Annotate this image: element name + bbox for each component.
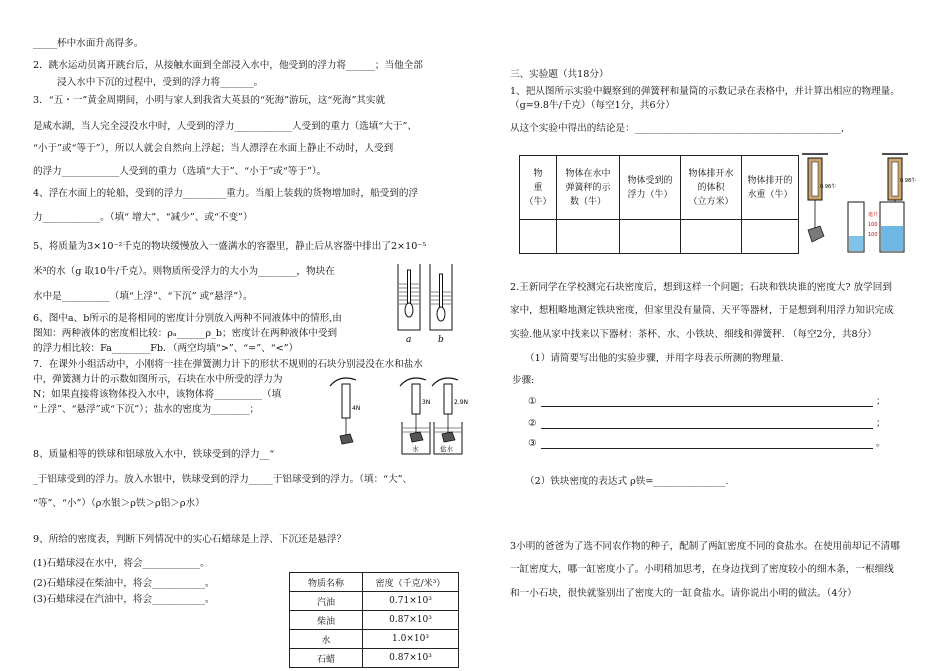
question-5: 5、将质量为3×10⁻²千克的物块缓慢放入一盛满水的容器里，静止后从容器中排出了2×10⁻⁵ xyxy=(33,241,427,252)
table-header: 密度（千克/米³） xyxy=(363,573,459,592)
density-table xyxy=(289,572,459,668)
question-8: 8、质量相等的铁球和铝球放入水中，铁球受到的浮力__“ xyxy=(33,449,275,460)
question-7: 7．在课外小组活动中，小刚将一挂在弹簧测力计下的形状不规则的石块分别浸没在水和盐水 xyxy=(33,359,423,370)
step-3-answer-line[interactable] xyxy=(541,448,873,449)
question-2: 2．跳水运动员离开跳台后，从接触水面到全部浸入水中，他受到的浮力将______；当他全部 xyxy=(33,60,423,71)
reading-4n: 4N xyxy=(352,405,361,412)
table-cell xyxy=(520,220,557,254)
text-line: 家中，想粗略地测定铁块密度，但家里没有量筒、天平等器材，于是想到利用浮力知识完成 xyxy=(510,305,894,316)
spring-scale-figure xyxy=(326,372,476,460)
text-line: 浸入水中下沉的过程中，受到的浮力将_______。 xyxy=(57,77,264,88)
experiment-table xyxy=(519,155,799,254)
question-6: 6、图中a、b所示的是将相同的密度计分别放入两种不同液体中的情形,由 xyxy=(33,313,342,324)
step-3-label: ③ xyxy=(528,438,537,449)
table-cell: 0.71×10³ xyxy=(363,592,459,611)
label-a: a xyxy=(406,335,412,345)
table-header: 物体在水中 弹簧秤的示 数（牛） xyxy=(557,156,620,220)
conclusion-line: 从这个实验中得出的结论是：___________________________________________, xyxy=(510,123,845,134)
text-line: 实验.他从家中找来以下器材：茶杯、水、小铁块、细线和弹簧秤. （每空2分，共8分） xyxy=(510,329,877,340)
step-1-answer-line[interactable] xyxy=(541,406,873,407)
cylinder-mark-2: 100 xyxy=(868,232,878,238)
steps-label: 步骤: xyxy=(512,375,535,386)
text-line: （g=9.8牛/千克）（每空1分，共6分） xyxy=(510,100,675,111)
text-line: 中，弹簧测力计的示数如图所示，石块在水中所受的浮力为 xyxy=(33,374,283,385)
question-4: 4、浮在水面上的轮船，受到的浮力_________重力。当船上装载的货物增加时，船受到的浮 xyxy=(33,188,419,199)
text-line: 是咸水湖，当人完全浸没水中时，人受到的浮力____________人受到的重力（选填“大于”、 xyxy=(33,121,417,132)
cylinder-mark-1: 100 xyxy=(868,222,878,228)
table-header: 物体排开的 水重（牛） xyxy=(742,156,799,220)
question-9: 9、所给的密度表，判断下列情况中的实心石蜡球是上浮、下沉还是悬浮？ xyxy=(33,534,347,545)
text-line: _____杯中水面升高得多。 xyxy=(33,38,144,49)
density-expression: （2）铁块密度的表达式 ρ铁=_______________. xyxy=(525,476,729,487)
text-line: 图知：两种液体的密度相比较：ρₐ______ρ_b；密度计在两种液体中受到 xyxy=(33,328,338,339)
cylinder-unit-label: 毫升 xyxy=(868,212,879,218)
scale-reading-2: 0.98牛 xyxy=(900,178,917,184)
text-line: 和一小石块，很快就鉴别出了密度大的一缸食盐水。请你说出小明的做法。（4分） xyxy=(510,588,857,599)
text-line: (2)石蜡球浸在柴油中，将会___________。 xyxy=(33,578,215,589)
text-line: (3)石蜡球浸在汽油中，将会___________。 xyxy=(33,594,215,605)
section-title: 三、实验题（共18分） xyxy=(510,69,609,80)
text-line: N；如果直接将该物体投入水中，该物体将__________（填 xyxy=(33,389,282,400)
hydrometer-figure xyxy=(392,260,458,344)
table-cell: 水 xyxy=(290,630,363,649)
table-cell: 石蜡 xyxy=(290,649,363,668)
text-line: 一缸密度大，哪一缸密度小了。小明稍加思考，在身边找到了密度较小的细木条，一根细线 xyxy=(510,564,894,575)
step-1-end: ； xyxy=(876,396,886,407)
step-2-end: ； xyxy=(876,418,886,429)
exp-question-3: 3小明的爸爸为了选不同农作物的种子，配制了两缸密度不同的食盐水。在使用前却记不清哪 xyxy=(510,541,900,552)
table-header: 物体受到的 浮力（牛） xyxy=(620,156,681,220)
table-cell: 1.0×10³ xyxy=(363,630,459,649)
table-cell xyxy=(620,220,681,254)
label-b: b xyxy=(438,335,444,345)
experiment-figure xyxy=(800,150,920,260)
beaker-label-saltwater: 盐水 xyxy=(440,445,453,453)
text-line: 力____________。（填“ 增大”、“减少”、或“不变”） xyxy=(33,212,253,223)
text-line: “等”、“小”）（ρ水银＞ρ铁＞ρ铝＞ρ水） xyxy=(33,498,205,509)
table-header: 物体排开水 的体积 （立方米） xyxy=(681,156,742,220)
text-line: 水中是__________（填“上浮”、“下沉” 或“悬浮”）。 xyxy=(33,291,253,302)
beaker-label-water: 水 xyxy=(412,445,419,453)
table-header: 物 重 （牛） xyxy=(520,156,557,220)
table-header: 物质名称 xyxy=(290,573,363,592)
step-2-answer-line[interactable] xyxy=(541,428,873,429)
table-cell: 汽油 xyxy=(290,592,363,611)
text-line: 的浮力相比较：Fa________Fb．（两空均填“>”、“=”、“<”） xyxy=(33,343,299,354)
text-line: (1)石蜡球浸在水中，将会____________。 xyxy=(33,558,210,569)
text-line: “小于”或“等于”），所以人就会自然向上浮起；当人漂浮在水面上静止不动时，人受到 xyxy=(33,143,394,154)
scale-reading-1: 0.96牛 xyxy=(820,184,837,190)
table-cell xyxy=(557,220,620,254)
text-line: 米³的水（g 取10牛/千克）。则物质所受浮力的大小为________，物块在 xyxy=(33,266,335,277)
table-cell: 0.87×10³ xyxy=(363,649,459,668)
exp-question-1: 1、把从图所示实验中観察到的弹簧秤和量筒的示数记录在表格中，并计算出相应的物理量。 xyxy=(510,86,900,97)
table-cell xyxy=(681,220,742,254)
table-cell: 0.87×10³ xyxy=(363,611,459,630)
exp-question-2: 2.王新同学在学校测完石块密度后，想到这样一个问题；石块和铁块谁的密度大? 放学回到 xyxy=(510,282,892,293)
step-1-label: ① xyxy=(528,396,537,407)
reading-3n: 3N xyxy=(422,399,431,406)
text-line: _于铝球受到的浮力。放入水银中，铁球受到的浮力_____于铝球受到的浮力。（填：“大”、 xyxy=(33,474,413,485)
question-3: 3．“五・一”黄金周期间，小明与家人到我省大英县的“死海”游玩，这“死海”其实就 xyxy=(33,95,386,106)
step-2-label: ② xyxy=(528,418,537,429)
step-3-end: 。 xyxy=(876,438,886,449)
text-line: 的浮力____________人受到的重力（选填“大于”、“小于”或“等于”）。 xyxy=(33,166,327,177)
text-line: “上浮”、“悬浮”或“下沉”）；盐水的密度为________； xyxy=(33,404,260,415)
reading-2-9n: 2.9N xyxy=(454,399,469,406)
table-cell: 柴油 xyxy=(290,611,363,630)
text-line: （1）请简要写出他的实验步骤，并用字母表示所测的物理量. xyxy=(525,353,784,364)
table-cell xyxy=(742,220,799,254)
